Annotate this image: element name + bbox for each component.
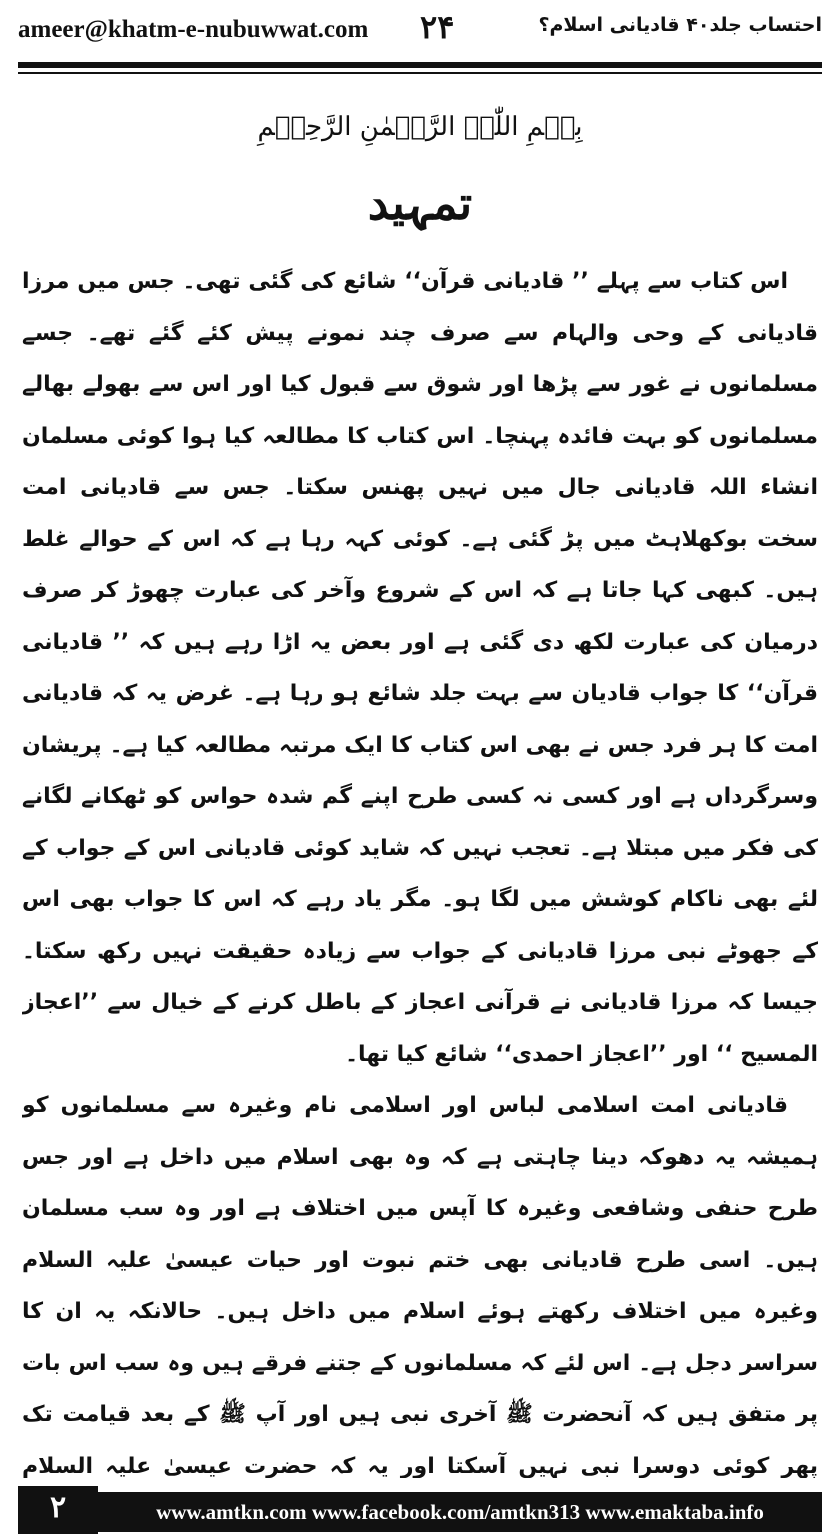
header-book-title: احتساب جلد۴۰ قادیانی اسلام؟ bbox=[538, 14, 822, 36]
header-page-number: ۲۴ bbox=[420, 8, 455, 46]
header-rule-thin bbox=[18, 72, 822, 74]
bismillah: بِسۡمِ اللّٰہِ الرَّحۡمٰنِ الرَّحِیۡمِ bbox=[257, 112, 583, 142]
paragraph: قادیانی امت اسلامی لباس اور اسلامی نام وغیرہ سے مسلمانوں کو ہمیشہ یہ دھوکہ دینا چاہتی ہے کہ وہ بھی اسلام میں داخل ہے اور جس طرح حنفی وشافعی وغیرہ کا آپس میں اختلاف ہے اور وہ سب مسلمان ہیں۔ اسی طرح قادیانی بھی ختم نبوت اور حیات عیسیٰ علیہ السلام وغیرہ میں اختلاف رکھتے ہوئے اسلام میں داخل ہیں۔ حالانکہ یہ ان کا سراسر دجل ہے۔ اس لئے کہ مسلمانوں کے جتنے فرقے ہیں وہ سب اس بات پر متفق ہیں کہ آنحضرت ﷺ آخری نبی ہیں اور آپ ﷺ کے بعد قیامت تک پھر کوئی دوسرا نبی نہیں آسکتا اور یہ کہ حضرت عیسیٰ علیہ السلام bbox=[22, 1093, 818, 1478]
paragraph: اس کتاب سے پہلے ’’ قادیانی قرآن‘‘ شائع کی گئی تھی۔ جس میں مرزا قادیانی کے وحی والہام سے صرف چند نمونے پیش کئے گئے تھے۔ جسے مسلمانوں نے غور سے پڑھا اور شوق سے قبول کیا اور اس سے بھولے بھالے مسلمانوں کو بہت فائدہ پہنچا۔ اس کتاب کا مطالعہ کیا ہوا کوئی مسلمان انشاء اللہ قادیانی جال میں نہیں پھنس سکتا۔ جس سے قادیانی امت سخت بوکھلاہٹ میں پڑ گئی ہے۔ کوئی کہہ رہا ہے کہ اس کے حوالے غلط ہیں۔ کبھی کہا جاتا ہے کہ اس کے شروع وآخر کی عبارت چھوڑ کر صرف درمیان کی عبارت لکھ دی گئی ہے اور بعض یہ اڑا رہے ہیں کہ ’’ قادیانی قرآن‘‘ کا جواب قادیان سے بہت جلد شائع ہو رہا ہے۔ غرض یہ کہ قادیانی امت کا ہر فرد جس نے بھی اس کتاب کا ایک مرتبہ مطالعہ کیا ہے۔ پریشان وسرگرداں ہے اور کسی نہ کسی طرح اپنے گم شدہ حواس کو ٹھکانے لگانے کی فکر میں مبتلا ہے۔ تعجب نہیں کہ شاید کوئی قادیانی اس کے جواب کے لئے بھی ناکام کوشش میں لگا ہو۔ مگر یاد رہے کہ اس کا جواب بھی اس کے جھوٹے نبی مرزا قادیانی کے جواب سے زیادہ حقیقت نہیں رکھ سکتا۔ جیسا کہ مرزا قادیانی نے قرآنی اعجاز کے باطل کرنے کے خیال سے ’’اعجاز المسیح ‘‘ اور ’’اعجاز احمدی‘‘ شائع کیا تھا۔ bbox=[22, 269, 818, 1067]
header-email: ameer@khatm-e-nubuwwat.com bbox=[18, 16, 369, 43]
header-rule-thick bbox=[18, 62, 822, 68]
page-heading: تمہید bbox=[367, 176, 473, 230]
body-text bbox=[22, 256, 818, 1478]
footer-page-number: ۲ bbox=[18, 1486, 98, 1534]
page-header bbox=[18, 0, 822, 66]
footer-links: www.amtkn.com www.facebook.com/amtkn313 www.emaktaba.info bbox=[98, 1492, 822, 1532]
